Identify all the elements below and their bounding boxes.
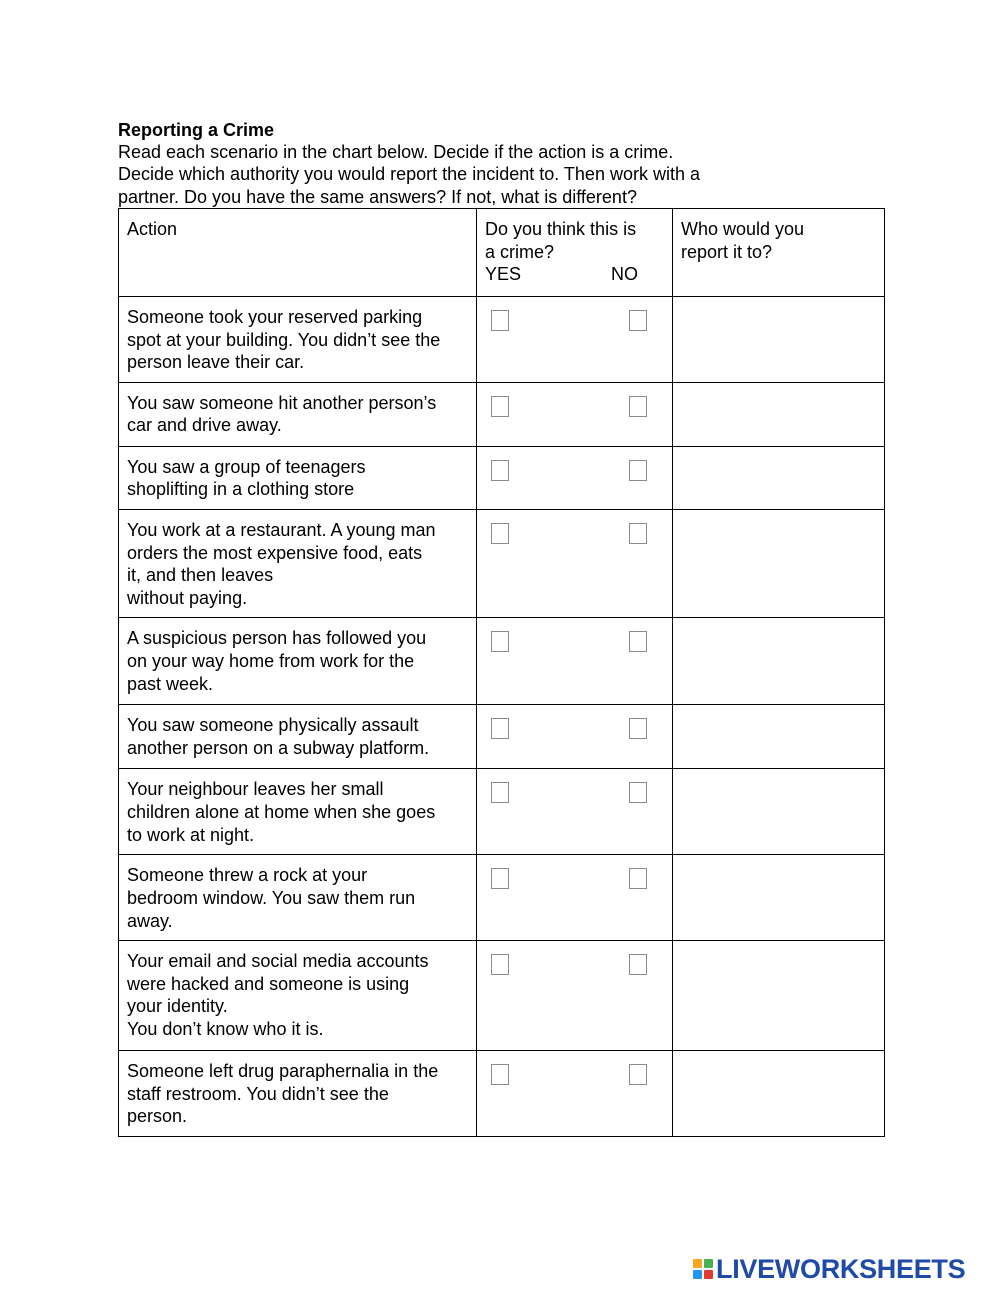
- scenario-line: Your email and social media accounts: [127, 951, 429, 972]
- scenario-line: shoplifting in a clothing store: [127, 479, 355, 500]
- header-action: Action: [119, 209, 477, 297]
- scenario-line: Someone left drug paraphernalia in the: [127, 1061, 439, 1082]
- scenario-line: bedroom window. You saw them run: [127, 887, 416, 908]
- scenario-text: [119, 509, 477, 617]
- scenario-text: [119, 705, 477, 769]
- report-to-answer[interactable]: [673, 382, 885, 446]
- header-crime: [477, 209, 673, 297]
- scenario-line: You saw a group of teenagers: [127, 456, 366, 477]
- yes-no-labels: [485, 263, 664, 286]
- scenario-line: You saw someone hit another person’s: [127, 392, 437, 413]
- crime-choice-cell: [477, 705, 673, 769]
- scenario-line: on your way home from work for the: [127, 650, 415, 671]
- table-row: [119, 382, 885, 446]
- report-to-answer[interactable]: [673, 446, 885, 509]
- scenario-line: another person on a subway platform.: [127, 737, 430, 758]
- yes-checkbox[interactable]: [491, 1064, 509, 1085]
- no-checkbox[interactable]: [629, 310, 647, 331]
- scenario-line: children alone at home when she goes: [127, 801, 436, 822]
- crime-choice-cell: [477, 769, 673, 855]
- table-row: [119, 705, 885, 769]
- logo-tile: [693, 1270, 702, 1279]
- yes-checkbox[interactable]: [491, 460, 509, 481]
- crime-choice-cell: [477, 618, 673, 705]
- header-report-line: Who would you: [681, 219, 805, 239]
- yes-checkbox[interactable]: [491, 396, 509, 417]
- scenario-line: Someone threw a rock at your: [127, 865, 368, 886]
- scenario-line: You work at a restaurant. A young man: [127, 519, 436, 540]
- scenario-line: to work at night.: [127, 824, 255, 845]
- scenario-line: A suspicious person has followed you: [127, 628, 427, 649]
- scenario-text: [119, 941, 477, 1051]
- no-checkbox[interactable]: [629, 523, 647, 544]
- scenario-line: You saw someone physically assault: [127, 715, 419, 736]
- table-row: [119, 941, 885, 1051]
- yes-checkbox[interactable]: [491, 631, 509, 652]
- yes-checkbox[interactable]: [491, 523, 509, 544]
- crime-choice-cell: [477, 1051, 673, 1137]
- yes-checkbox[interactable]: [491, 954, 509, 975]
- scenario-table: [118, 208, 885, 1137]
- table-row: [119, 509, 885, 617]
- scenario-line: person leave their car.: [127, 352, 305, 373]
- report-to-answer[interactable]: [673, 1051, 885, 1137]
- yes-checkbox[interactable]: [491, 868, 509, 889]
- table-row: [119, 618, 885, 705]
- crime-choice-cell: [477, 509, 673, 617]
- logo-tile: [704, 1270, 713, 1279]
- header-crime-line: a crime?: [485, 241, 555, 262]
- report-to-answer[interactable]: [673, 855, 885, 941]
- report-to-answer[interactable]: [673, 297, 885, 383]
- yes-checkbox[interactable]: [491, 782, 509, 803]
- report-to-answer[interactable]: [673, 705, 885, 769]
- scenario-text: [119, 855, 477, 941]
- report-to-answer[interactable]: [673, 509, 885, 617]
- table-row: [119, 769, 885, 855]
- scenario-text: [119, 382, 477, 446]
- scenario-text: [119, 297, 477, 383]
- scenario-line: it, and then leaves: [127, 565, 274, 586]
- scenario-text: [119, 446, 477, 509]
- scenario-line: orders the most expensive food, eats: [127, 542, 423, 563]
- scenario-line: without paying.: [127, 587, 248, 608]
- scenario-line: spot at your building. You didn’t see the: [127, 329, 441, 350]
- no-checkbox[interactable]: [629, 460, 647, 481]
- scenario-line: You don’t know who it is.: [127, 1018, 324, 1039]
- no-checkbox[interactable]: [629, 954, 647, 975]
- no-checkbox[interactable]: [629, 868, 647, 889]
- logo-tile: [704, 1259, 713, 1268]
- crime-choice-cell: [477, 446, 673, 509]
- report-to-answer[interactable]: [673, 618, 885, 705]
- report-to-answer[interactable]: [673, 769, 885, 855]
- scenario-line: were hacked and someone is using: [127, 973, 410, 994]
- logo-tile: [693, 1259, 702, 1268]
- no-checkbox[interactable]: [629, 782, 647, 803]
- no-checkbox[interactable]: [629, 718, 647, 739]
- report-to-answer[interactable]: [673, 941, 885, 1051]
- scenario-text: [119, 769, 477, 855]
- page-title: Reporting a Crime: [118, 120, 275, 140]
- header-report: [673, 209, 885, 297]
- crime-choice-cell: [477, 297, 673, 383]
- logo-text: LIVEWORKSHEETS: [716, 1253, 966, 1284]
- table-row: [119, 297, 885, 383]
- table-header-row: [119, 209, 885, 297]
- scenario-line: past week.: [127, 673, 214, 694]
- scenario-line: staff restroom. You didn’t see the: [127, 1083, 389, 1104]
- instruction-line: Read each scenario in the chart below. Decide if the action is a crime.: [118, 142, 674, 162]
- yes-checkbox[interactable]: [491, 718, 509, 739]
- scenario-line: Your neighbour leaves her small: [127, 779, 384, 800]
- scenario-line: away.: [127, 910, 173, 931]
- crime-choice-cell: [477, 855, 673, 941]
- scenario-line: person.: [127, 1106, 188, 1127]
- table-row: [119, 446, 885, 509]
- scenario-line: Someone took your reserved parking: [127, 307, 423, 327]
- crime-choice-cell: [477, 382, 673, 446]
- table-row: [119, 855, 885, 941]
- scenario-text: [119, 1051, 477, 1137]
- yes-label: YES: [485, 264, 522, 285]
- logo-mark-icon: [693, 1259, 713, 1279]
- no-checkbox[interactable]: [629, 1064, 647, 1085]
- liveworksheets-logo: [693, 1254, 965, 1284]
- scenario-line: car and drive away.: [127, 415, 282, 436]
- no-checkbox[interactable]: [629, 631, 647, 652]
- header-crime-line: Do you think this is: [485, 219, 637, 239]
- scenario-text: [119, 618, 477, 705]
- instruction-line: Decide which authority you would report the incident to. Then work with a: [118, 164, 700, 185]
- no-checkbox[interactable]: [629, 396, 647, 417]
- table-row: [119, 1051, 885, 1137]
- crime-choice-cell: [477, 941, 673, 1051]
- no-label: NO: [611, 264, 638, 285]
- header-report-line: report it to?: [681, 241, 773, 262]
- instruction-line: partner. Do you have the same answers? If not, what is different?: [118, 186, 637, 207]
- yes-checkbox[interactable]: [491, 310, 509, 331]
- scenario-line: your identity.: [127, 996, 228, 1017]
- instructions: [118, 141, 778, 208]
